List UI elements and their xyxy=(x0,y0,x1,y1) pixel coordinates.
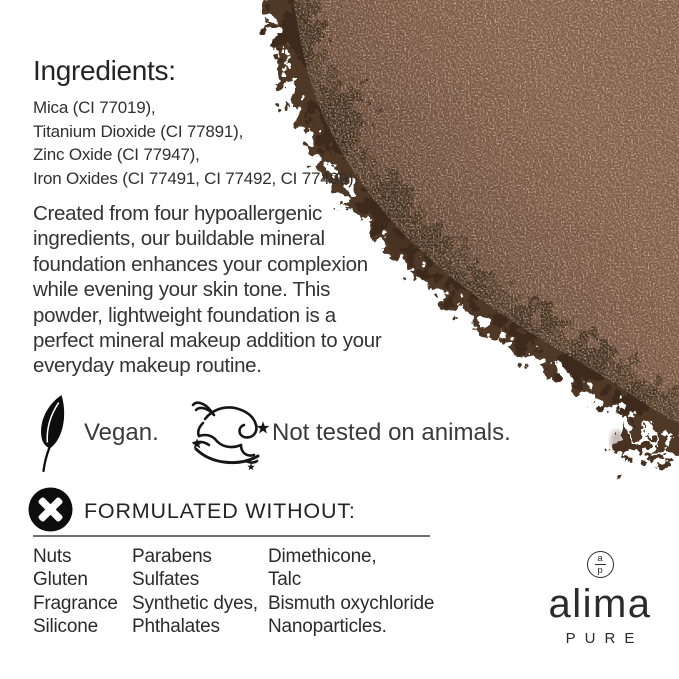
brand-subname: PURE xyxy=(565,630,644,647)
ingredient-line: Titanium Dioxide (CI 77891), xyxy=(33,121,244,141)
description-line: ingredients, our buildable mineral xyxy=(33,227,325,251)
description-line: Created from four hypoallergenic xyxy=(33,202,322,225)
divider-line xyxy=(33,535,430,537)
product-description xyxy=(33,201,381,379)
formulated-without-list xyxy=(33,545,434,639)
ingredients-heading: Ingredients: xyxy=(33,55,176,86)
circle-x-icon xyxy=(28,487,73,532)
brand-logo xyxy=(537,551,663,646)
exclusion-item: Bismuth oxychloride xyxy=(268,592,435,614)
description-line: everyday makeup routine. xyxy=(33,354,262,378)
monogram-letter-bottom: p xyxy=(597,565,603,576)
ingredient-line: Iron Oxides (CI 77491, CI 77492, CI 77499). xyxy=(33,168,358,188)
exclusions-column-1 xyxy=(33,545,132,639)
formulated-without-heading: FORMULATED WITHOUT: xyxy=(84,499,356,523)
exclusion-item: Gluten xyxy=(33,569,88,591)
leaf-icon xyxy=(34,391,72,475)
leaping-bunny-icon xyxy=(191,398,275,470)
vegan-label: Vegan. xyxy=(84,419,159,446)
exclusion-item: Synthetic dyes, xyxy=(132,592,258,614)
exclusion-item: Parabens xyxy=(132,546,212,567)
monogram-letter-top: a xyxy=(597,552,603,564)
exclusions-column-3 xyxy=(268,545,434,639)
brand-name: alima xyxy=(548,582,652,626)
description-line: perfect mineral makeup addition to your xyxy=(33,329,382,353)
brand-monogram-icon xyxy=(587,551,614,578)
description-line: foundation enhances your complexion xyxy=(33,252,368,276)
exclusion-item: Silicone xyxy=(33,616,98,638)
ingredients-list xyxy=(33,96,358,190)
exclusion-item: Sulfates xyxy=(132,569,200,591)
exclusion-item: Dimethicone, xyxy=(268,546,377,567)
exclusion-item: Phthalates xyxy=(132,616,220,638)
cruelty-free-label: Not tested on animals. xyxy=(272,419,511,446)
exclusion-item: Talc xyxy=(268,569,301,591)
description-line: powder, lightweight foundation is a xyxy=(33,303,336,327)
exclusion-item: Nuts xyxy=(33,546,72,567)
description-line: while evening your skin tone. This xyxy=(33,278,331,302)
ingredient-line: Mica (CI 77019), xyxy=(33,98,156,117)
exclusion-item: Nanoparticles. xyxy=(268,616,387,638)
exclusion-item: Fragrance xyxy=(33,592,118,614)
exclusions-column-2 xyxy=(132,545,268,639)
ingredient-line: Zinc Oxide (CI 77947), xyxy=(33,145,200,164)
